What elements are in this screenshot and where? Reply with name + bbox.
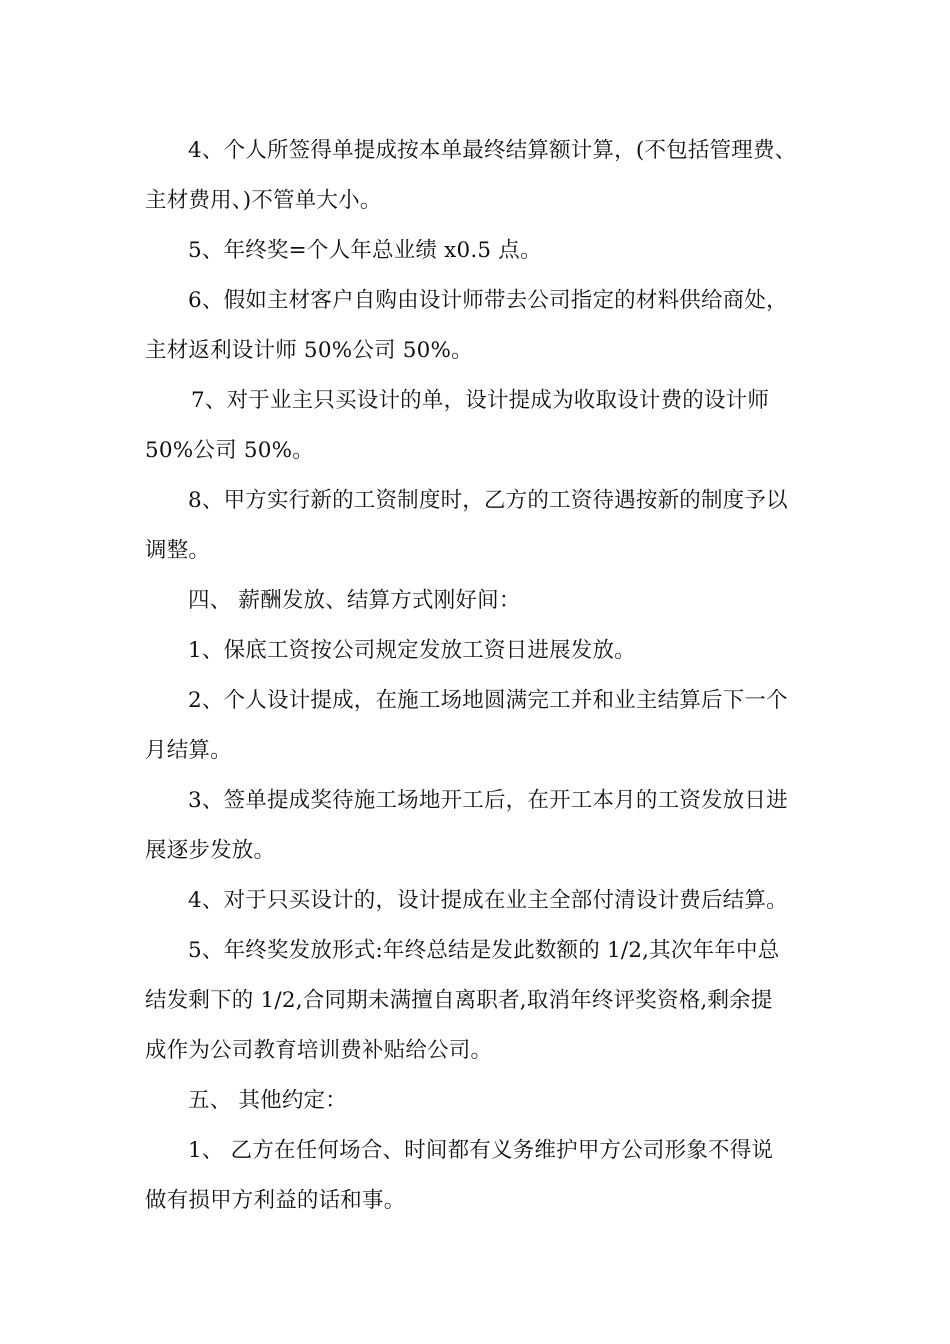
- clause-6-line-1: 6、假如主材客户自购由设计师带去公司指定的材料供给商处，: [188, 288, 788, 313]
- section-4-item-2-line-1: 2、个人设计提成，在施工场地圆满完工并和业主结算后下一个: [188, 688, 788, 713]
- section-5-item-1-line-1: 1、 乙方在任何场合、时间都有义务维护甲方公司形象不得说: [188, 1138, 774, 1163]
- clause-7-line-2: 50%公司 50%。: [145, 438, 314, 463]
- clause-4-line-2: 主材费用、)不管单大小。: [145, 188, 382, 213]
- section-4-heading: 四、 薪酬发放、结算方式刚好间：: [188, 588, 521, 613]
- section-5-item-1-line-2: 做有损甲方利益的话和事。: [145, 1188, 406, 1213]
- section-4-item-5-line-1: 5、年终奖发放形式:年终总结是发此数额的 1/2,其次年年中总: [188, 938, 780, 963]
- section-4-item-1: 1、保底工资按公司规定发放工资日进展发放。: [188, 638, 636, 663]
- section-4-item-4: 4、对于只买设计的，设计提成在业主全部付清设计费后结算。: [188, 888, 788, 913]
- clause-7-line-1: 7、对于业主只买设计的单，设计提成为收取设计费的设计师: [191, 388, 770, 413]
- clause-4-line-1: 4、个人所签得单提成按本单最终结算额计算，(不包括管理费、: [188, 138, 797, 163]
- section-4-item-3-line-1: 3、签单提成奖待施工场地开工后，在开工本月的工资发放日进: [188, 788, 788, 813]
- section-4-item-3-line-2: 展逐步发放。: [145, 838, 276, 863]
- clause-5-line-1: 5、年终奖=个人年总业绩 x0.5 点。: [188, 238, 542, 263]
- section-4-item-2-line-2: 月结算。: [145, 738, 232, 763]
- section-4-item-5-line-3: 成作为公司教育培训费补贴给公司。: [145, 1038, 493, 1063]
- clause-6-line-2: 主材返利设计师 50%公司 50%。: [145, 338, 473, 363]
- section-5-heading: 五、 其他约定：: [188, 1088, 347, 1113]
- clause-8-line-2: 调整。: [145, 538, 211, 563]
- clause-8-line-1: 8、甲方实行新的工资制度时，乙方的工资待遇按新的制度予以: [188, 488, 788, 513]
- section-4-item-5-line-2: 结发剩下的 1/2,合同期未满擅自离职者,取消年终评奖资格,剩余提: [145, 988, 773, 1013]
